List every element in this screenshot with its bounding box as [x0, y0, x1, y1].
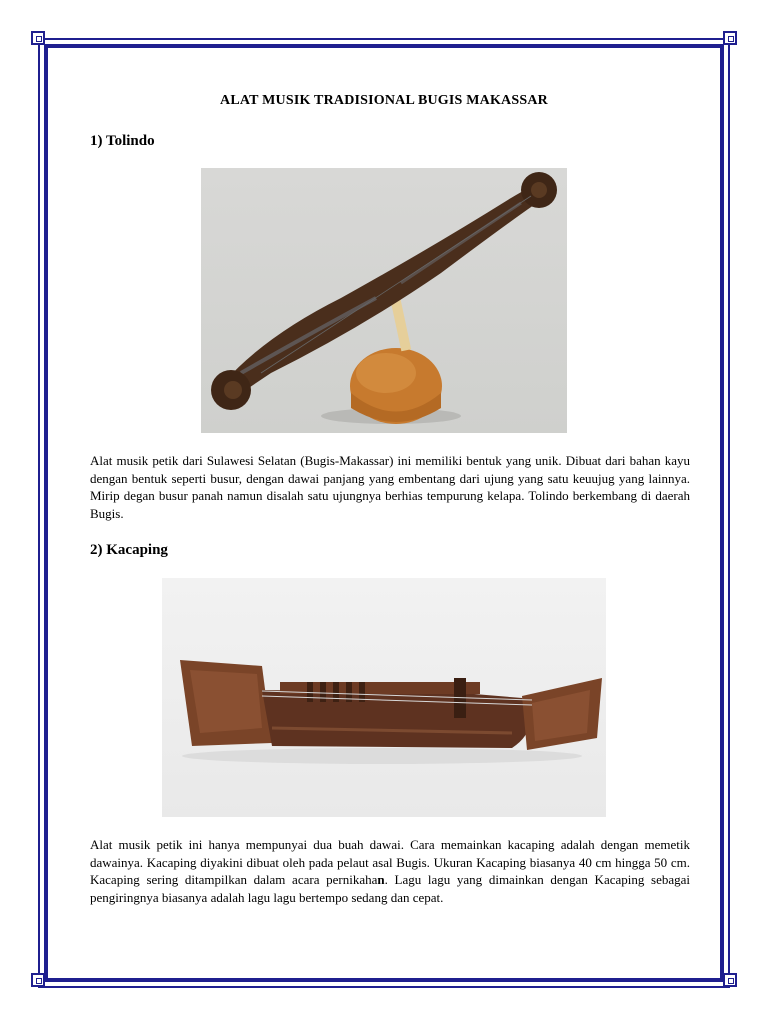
border-corner-ornament [723, 31, 737, 45]
kacaping-description-text: Alat musik petik ini hanya mempunyai dua buah dawai. Cara memainkan kacaping adalah dengan memetik dawainya. Kacaping diyakini dibuat oleh pada pelaut asal Bugis. Ukuran Kacaping biasanya 40 cm hingga 50 cm. Kacaping sering ditampilkan dalam acara pernikaha [90, 837, 690, 887]
kacaping-description-bold: n [377, 872, 385, 887]
border-corner-ornament [31, 31, 45, 45]
tolindo-photo [201, 168, 567, 433]
section-heading-kacaping: 2) Kacaping [90, 542, 168, 558]
document-title: ALAT MUSIK TRADISIONAL BUGIS MAKASSAR [220, 93, 548, 108]
tolindo-instrument-illustration [201, 168, 567, 433]
kacaping-photo [162, 578, 606, 817]
kacaping-description [90, 836, 690, 906]
border-corner-ornament [31, 973, 45, 987]
kacaping-description-text-end: . Lagu lagu yang dimainkan dengan Kacaping sebagai pengiringnya biasanya adalah lagu lagu bertempo sedang dan cepat. [90, 872, 690, 905]
kacaping-instrument-illustration [162, 578, 606, 817]
tolindo-description: Alat musik petik dari Sulawesi Selatan (Bugis-Makassar) ini memiliki bentuk yang unik. Dibuat dari bahan kayu dengan bentuk seperti busur, dengan dawai panjang yang embentang dari ujung yang satu keuujug yang lainnya. Mirip degan busur panah namun disalah satu ujungnya berhias tempurung kelapa. Tolindo berkembang di daerah Bugis. [90, 453, 690, 521]
border-corner-ornament [723, 973, 737, 987]
section-heading-tolindo: 1) Tolindo [90, 133, 155, 149]
